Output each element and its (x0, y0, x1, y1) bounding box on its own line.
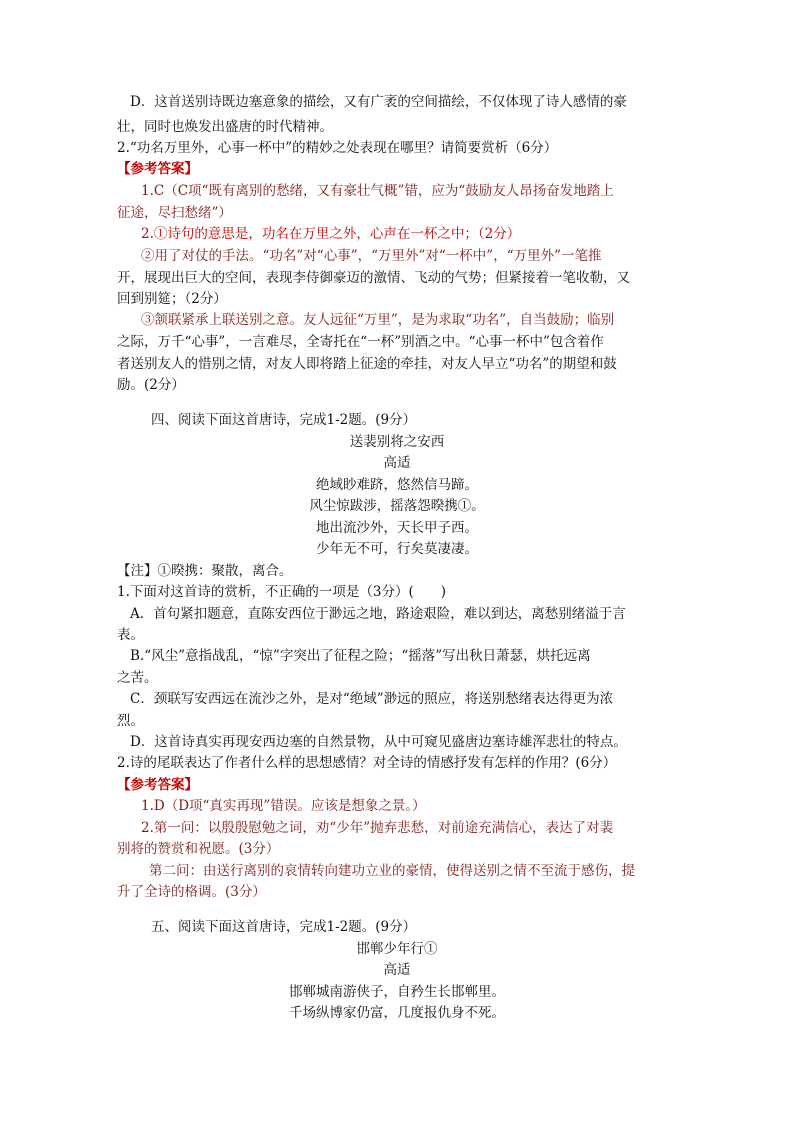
question-1: 1.下面对这首诗的赏析，不正确的一项是（3分）( ) (117, 584, 447, 600)
poem-title: 送裴别将之安西 (349, 434, 445, 450)
option-d-line2: 壮，同时也焕发出盛唐的时代精神。 (117, 119, 333, 135)
answer-3-line2: 之际，万千“心事”，一言难尽，全寄托在“一杯”别酒之中。“心事一杯中”包含着作 (117, 334, 604, 350)
poem-line: 邯郸城南游侠子，自矜生长邯郸里。 (289, 984, 505, 1000)
option-d-line1: D．这首送别诗既边塞意象的描绘，又有广袤的空间描绘，不仅体现了诗人感情的豪 (130, 94, 627, 110)
answer-2-line4: 升了全诗的格调。(3分） (117, 884, 266, 900)
reference-answer-label: 【参考答案】 (117, 777, 198, 793)
option-c-line2: 烈。 (117, 713, 144, 729)
answer-2-line4: 回到别筵；（2分） (117, 291, 227, 307)
answer-3-line1: ③颔联紧承上联送别之意。友人远征“万里”，是为求取“功名”，自当鼓励；临别 (141, 312, 615, 328)
answer-3-line3: 者送别友人的惜别之情，对友人即将踏上征途的牵挂，对友人早立“功名”的期望和鼓 (117, 356, 617, 372)
reference-answer-label: 【参考答案】 (117, 161, 198, 177)
option-b-line2: 之苦。 (117, 670, 158, 686)
poem-line: 少年无不可，行矣莫凄凄。 (316, 541, 478, 557)
poem-title: 邯郸少年行① (356, 941, 438, 957)
option-b-line1: B.“风尘”意指战乱，“惊”字突出了征程之险；“摇落”写出秋日萧瑟，烘托远离 (130, 648, 591, 664)
option-a-line2: 表。 (117, 627, 144, 643)
question-2: 2.诗的尾联表达了作者什么样的思想感情？对全诗的情感抒发有怎样的作用？(6分） (117, 755, 617, 771)
poem-line: 绝域眇难跻，悠然信马蹄。 (316, 477, 478, 493)
option-c-line1: C．颈联写安西远在流沙之外，是对“绝域”渺远的照应，将送别愁绪表达得更为浓 (130, 691, 614, 707)
section-4-heading: 四、阅读下面这首唐诗，完成1-2题。(9分） (151, 412, 417, 428)
answer-2-line3: 开，展现出巨大的空间，表现李侍御豪迈的激情、飞动的气势；但紧接着一笔收勒，又 (117, 270, 630, 286)
answer-2-line2: ②用了对仗的手法。“功名”对“心事”，“万里外”对“一杯中”，“万里外”一笔推 (141, 248, 602, 264)
section-5-heading: 五、阅读下面这首唐诗，完成1-2题。(9分） (151, 919, 417, 935)
poem-line: 地出流沙外，天长甲子西。 (316, 520, 478, 536)
answer-2-line1: 2.①诗句的意思是，功名在万里之外，心声在一杯之中；（2分） (141, 226, 521, 242)
question-2: 2.“功名万里外，心事一杯中”的精妙之处表现在哪里？请简要赏析（6分） (117, 140, 558, 156)
answer-2-line3: 第二问：由送行离别的哀情转向建功立业的豪情，使得送别之情不至流于感伤，提 (149, 863, 635, 879)
answer-3-line4: 励。(2分） (117, 377, 185, 393)
poem-author: 高适 (383, 962, 411, 978)
option-d-line: D．这首诗真实再现安西边塞的自然景物，从中可窥见盛唐边塞诗雄浑悲壮的特点。 (130, 734, 627, 750)
poem-author: 高适 (383, 455, 411, 471)
poem-line: 风尘惊跋涉，摇落怨暌携①。 (309, 498, 485, 514)
answer-2-line1: 2.第一问：以殷殷慰勉之词，劝“少年”抛弃悲愁，对前途充满信心，表达了对裴 (141, 820, 614, 836)
answer-1-line1: 1.C（C项“既有离别的愁绪，又有豪壮气概”错，应为“鼓励友人昂扬奋发地踏上 (141, 183, 614, 199)
option-a-line1: A．首句紧扣题意，直陈安西位于渺远之地，路途艰险，难以到达，离愁别绪溢于言 (130, 606, 626, 622)
answer-2-line2: 别将的赞赏和祝愿。(3分） (117, 841, 280, 857)
answer-1-line2: 征途，尽扫愁绪”） (117, 205, 232, 221)
answer-1: 1.D（D项“真实再现”错误。应该是想象之景。） (141, 798, 426, 814)
poem-note: 【注】①暌携：聚散，离合。 (117, 563, 293, 579)
poem-line: 千场纵博家仍富，几度报仇身不死。 (289, 1005, 505, 1021)
